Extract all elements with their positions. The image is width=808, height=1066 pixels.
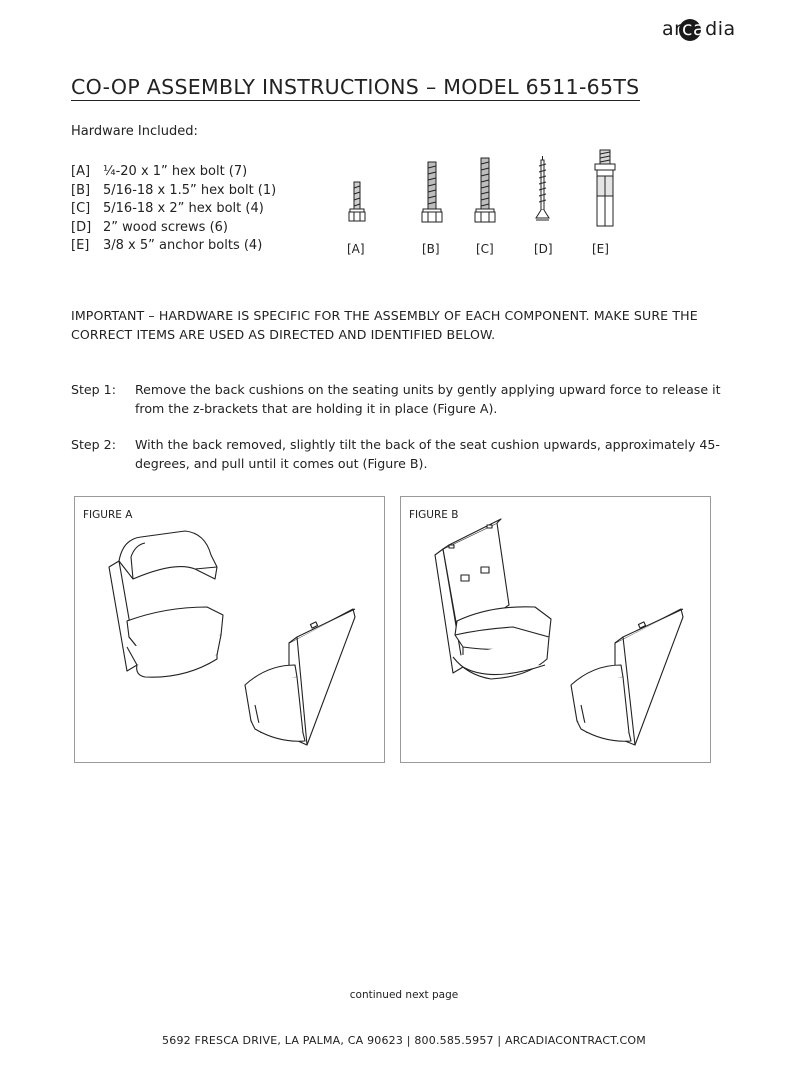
hardware-item-b: [B] 5/16-18 x 1.5” hex bolt (1) <box>71 182 277 198</box>
hex-bolt-c-icon <box>475 158 495 222</box>
figure-b-drawing <box>401 497 712 764</box>
wood-screw-d-icon <box>536 156 549 220</box>
hardware-drawings <box>330 148 630 240</box>
logo-text: arcadia <box>662 18 736 40</box>
figure-b-label: FIGURE B <box>409 509 459 521</box>
hardware-heading: Hardware Included: <box>71 124 198 139</box>
hardware-illustrations <box>330 148 630 268</box>
continued-note: continued next page <box>349 989 459 1001</box>
important-notice: IMPORTANT – HARDWARE IS SPECIFIC FOR THE ASSEMBLY OF EACH COMPONENT. MAKE SURE THE CORRECT ITEMS ARE USED AS DIRECTED AND IDENTIFIED BELOW. <box>71 308 698 342</box>
step-2-text: With the back removed, slightly tilt the back of the seat cushion upwards, approximately 45-degrees, and pull until it comes out (Figure B). <box>135 437 720 471</box>
hardware-item-e: [E] 3/8 x 5” anchor bolts (4) <box>71 238 263 254</box>
part-label-d: [D] <box>534 242 553 256</box>
anchor-bolt-e-icon <box>595 150 615 226</box>
figure-a-drawing <box>75 497 386 764</box>
arcadia-logo <box>662 18 742 42</box>
figure-b <box>400 496 711 763</box>
hardware-item-d: [D] 2” wood screws (6) <box>71 219 228 235</box>
hex-bolt-a-icon <box>349 182 365 221</box>
hardware-item-c: [C] 5/16-18 x 2” hex bolt (4) <box>71 201 264 217</box>
step-2 <box>71 435 741 473</box>
step-1-label: Step 1: <box>71 382 116 397</box>
part-label-e: [E] <box>592 242 609 256</box>
footer-contact: 5692 FRESCA DRIVE, LA PALMA, CA 90623 | 800.585.5957 | ARCADIACONTRACT.COM <box>162 1034 646 1047</box>
step-1-text: Remove the back cushions on the seating units by gently applying upward force to release it from the z-brackets that are holding it in place (Figure A). <box>135 382 721 416</box>
hex-bolt-b-icon <box>422 162 442 222</box>
page-title: CO-OP ASSEMBLY INSTRUCTIONS – MODEL 6511-65TS <box>71 75 640 99</box>
step-1 <box>71 380 741 418</box>
hardware-list <box>71 163 276 256</box>
hardware-item-a: [A] ¼-20 x 1” hex bolt (7) <box>71 164 248 179</box>
part-label-a: [A] <box>347 242 365 256</box>
figure-a-label: FIGURE A <box>83 509 133 521</box>
step-2-label: Step 2: <box>71 437 116 452</box>
part-label-b: [B] <box>422 242 440 256</box>
part-label-c: [C] <box>476 242 494 256</box>
figure-a <box>74 496 385 763</box>
